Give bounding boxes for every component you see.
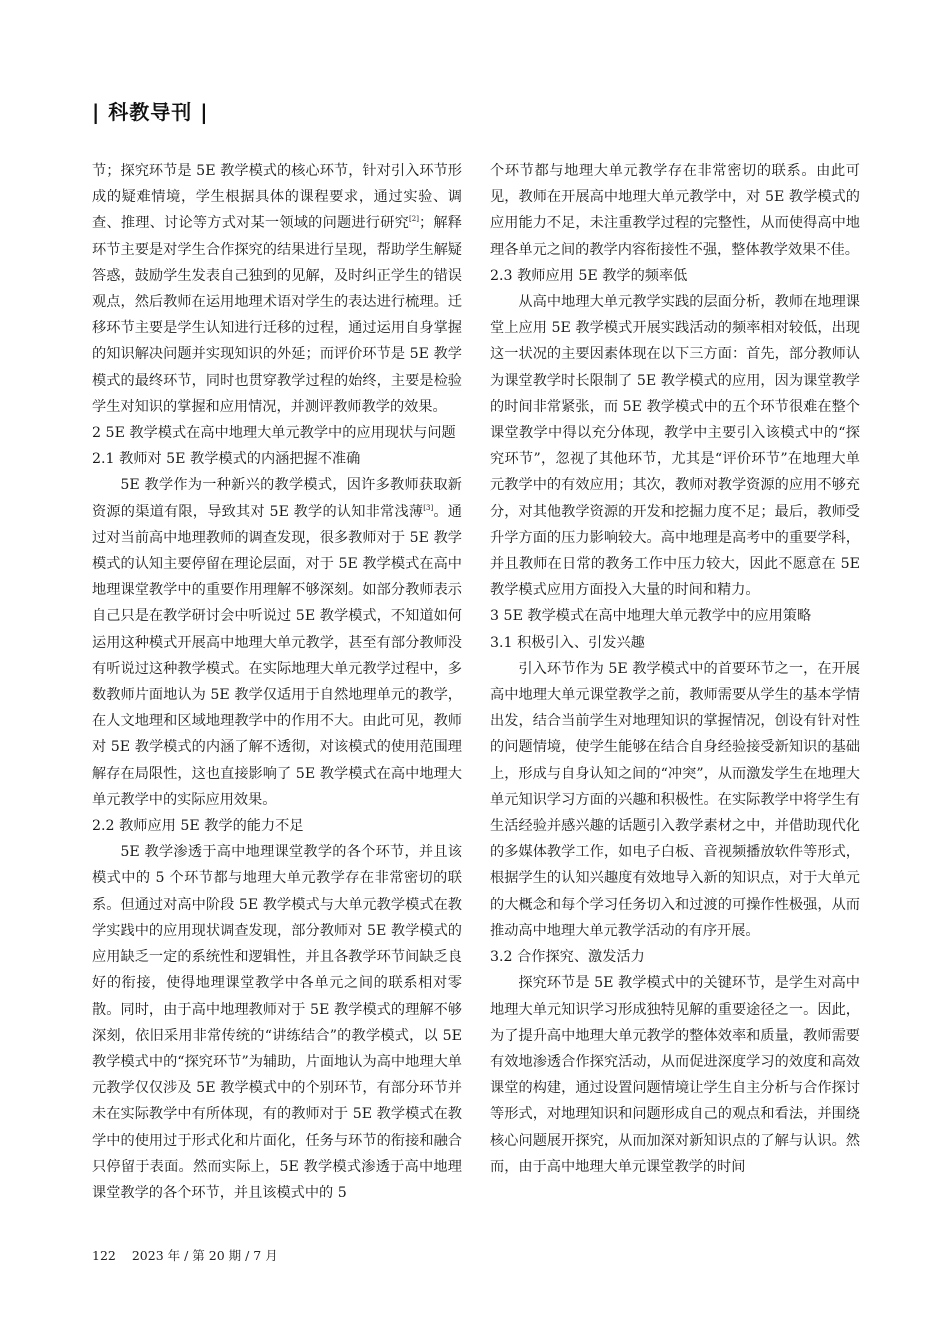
- journal-title: | 科教导刊 |: [92, 100, 209, 124]
- section-heading: 2 5E 教学模式在高中地理大单元教学中的应用现状与问题: [92, 425, 456, 442]
- page-footer: [92, 1246, 278, 1264]
- paragraph: 从高中地理大单元教学实践的层面分析，教师在地理课堂上应用 5E 教学模式开展实践活动的频率相对较低，出现这一状况的主要因素体现在以下三方面：首先，部分教师认为课堂教学时长限制了 5E 教学模式的应用，因为课堂教学的时间非常紧张，而 5E 教学模式中的五个环节很难在整个课堂教学中得以充分体现，教学中主要引入该模式中的“探究环节”，忽视了其他环节，尤其是“评价环节”在地理大单元教学中的有效应用；其次，教师对教学资源的应用不够充分，对其他教学资源的开发和挖掘力度不足；最后，教师受升学方面的压力影响较大。高中地理是高考中的重要学科，并且教师在日常的教务工作中压力较大，因此不愿意在 5E 教学模式应用方面投入大量的时间和精力。: [490, 294, 860, 599]
- subsection-heading: 3.1 积极引入、引发兴趣: [490, 634, 645, 651]
- subsection-heading: 2.1 教师对 5E 教学模式的内涵把握不准确: [92, 451, 361, 468]
- left-column: [92, 158, 462, 1206]
- paragraph: 探究环节是 5E 教学模式中的关键环节，是学生对高中地理大单元知识学习形成独特见解的重要途径之一。因此，为了提升高中地理大单元教学的整体效率和质量，教师需要有效地渗透合作探究活动，从而促进深度学习的效度和高效课堂的构建，通过设置问题情境让学生自主分析与合作探讨等形式，对地理知识和问题形成自己的观点和看法，并围绕核心问题展开探究，从而加深对新知识点的了解与认识。然而，由于高中地理大单元课堂教学的时间: [490, 975, 860, 1175]
- paragraph-text: 。通过对当前高中地理教师的调查发现，很多教师对于 5E 教学模式的认知主要停留在理论层面，对于 5E 教学模式在高中地理课堂教学中的重要作用理解不够深刻。如部分教师表示自己只是在教学研讨会中听说过 5E 教学模式，不知道如何运用这种模式开展高中地理大单元教学，甚至有部分教师没有听说过这种教学模式。在实际地理大单元教学过程中，多数教师片面地认为 5E 教学仅适用于自然地理单元的教学，在人文地理和区域地理教学中的作用不大。由此可见，教师对 5E 教学模式的内涵了解不透彻，对该模式的使用范围理解存在局限性，这也直接影响了 5E 教学模式在高中地理大单元教学中的实际应用效果。: [92, 503, 462, 808]
- paragraph: 个环节都与地理大单元教学存在非常密切的联系。由此可见，教师在开展高中地理大单元教学中，对 5E 教学模式的应用能力不足，未注重教学过程的完整性，从而使得高中地理各单元之间的教学内容衔接性不强，整体教学效果不佳。: [490, 163, 860, 258]
- citation: [2]: [409, 215, 419, 224]
- subsection-heading: 3.2 合作探究、激发活力: [490, 949, 645, 966]
- paragraph: 引入环节作为 5E 教学模式中的首要环节之一，在开展高中地理大单元课堂教学之前，教师需要从学生的基本学情出发，结合当前学生对地理知识的掌握情况，创设有针对性的问题情境，使学生能够在结合自身经验接受新知识的基础上，形成与自身认知之间的“冲突”，从而激发学生在地理大单元知识学习方面的兴趣和积极性。在实际教学中将学生有生活经验并感兴趣的话题引入教学素材之中，并借助现代化的多媒体教学工作，如电子白板、音视频播放软件等形式，根据学生的认知兴趣度有效地导入新的知识点，对于大单元的大概念和每个学习任务切入和过渡的可操作性极强，从而推动高中地理大单元教学活动的有序开展。: [490, 660, 860, 939]
- citation: [3]: [423, 503, 434, 512]
- section-heading: 3 5E 教学模式在高中地理大单元教学中的应用策略: [490, 608, 812, 625]
- paragraph: [92, 158, 462, 420]
- paragraph-text: 节；探究环节是 5E 教学模式的核心环节，针对引入环节形成的疑难情境，学生根据具体的课程要求，通过实验、调查、推理、讨论等方式对某一领域的问题进行研究: [92, 163, 462, 232]
- subsection-heading: 2.2 教师应用 5E 教学的能力不足: [92, 818, 304, 835]
- paragraph-text: 5E 教学作为一种新兴的教学模式，因许多教师获取新资源的渠道有限，导致其对 5E 教学的认知非常浅薄: [92, 477, 462, 520]
- right-column: [490, 158, 860, 1180]
- page-number: 122: [92, 1248, 116, 1263]
- paragraph: 5E 教学渗透于高中地理课堂教学的各个环节，并且该模式中的 5 个环节都与地理大单元教学存在非常密切的联系。但通过对高中阶段 5E 教学模式与大单元教学模式在教学实践中的应用现状调查发现，部分教师对 5E 教学模式的应用缺乏一定的系统性和逻辑性，并且各教学环节间缺乏良好的衔接，使得地理课堂教学中各单元之间的联系相对零散。同时，由于高中地理教师对于 5E 教学模式的理解不够深刻，依旧采用非常传统的“讲练结合”的教学模式，以 5E 教学模式中的“探究环节”为辅助，片面地认为高中地理大单元教学仅仅涉及 5E 教学模式中的个别环节，有部分环节并未在实际教学中有所体现，有的教师对于 5E 教学模式在教学中的使用过于形式化和片面化，任务与环节的衔接和融合只停留于表面。然而实际上，5E 教学模式渗透于高中地理课堂教学的各个环节，并且该模式中的 5: [92, 844, 462, 1201]
- subsection-heading: 2.3 教师应用 5E 教学的频率低: [490, 267, 688, 284]
- issue-info: 2023 年 / 第 20 期 / 7 月: [131, 1248, 278, 1263]
- paragraph: [92, 472, 462, 813]
- paragraph-text: ；解释环节主要是对学生合作探究的结果进行呈现，帮助学生解疑答惑，鼓励学生发表自己独到的见解，及时纠正学生的错误观点，然后教师在运用地理术语对学生的表达进行梳理。迁移环节主要是学生认知进行迁移的过程，通过运用自身掌握的知识解决问题并实现知识的外延；而评价环节是 5E 教学模式的最终环节，同时也贯穿教学过程的始终，主要是检验学生对知识的掌握和应用情况，并测评教师教学的效果。: [92, 215, 462, 415]
